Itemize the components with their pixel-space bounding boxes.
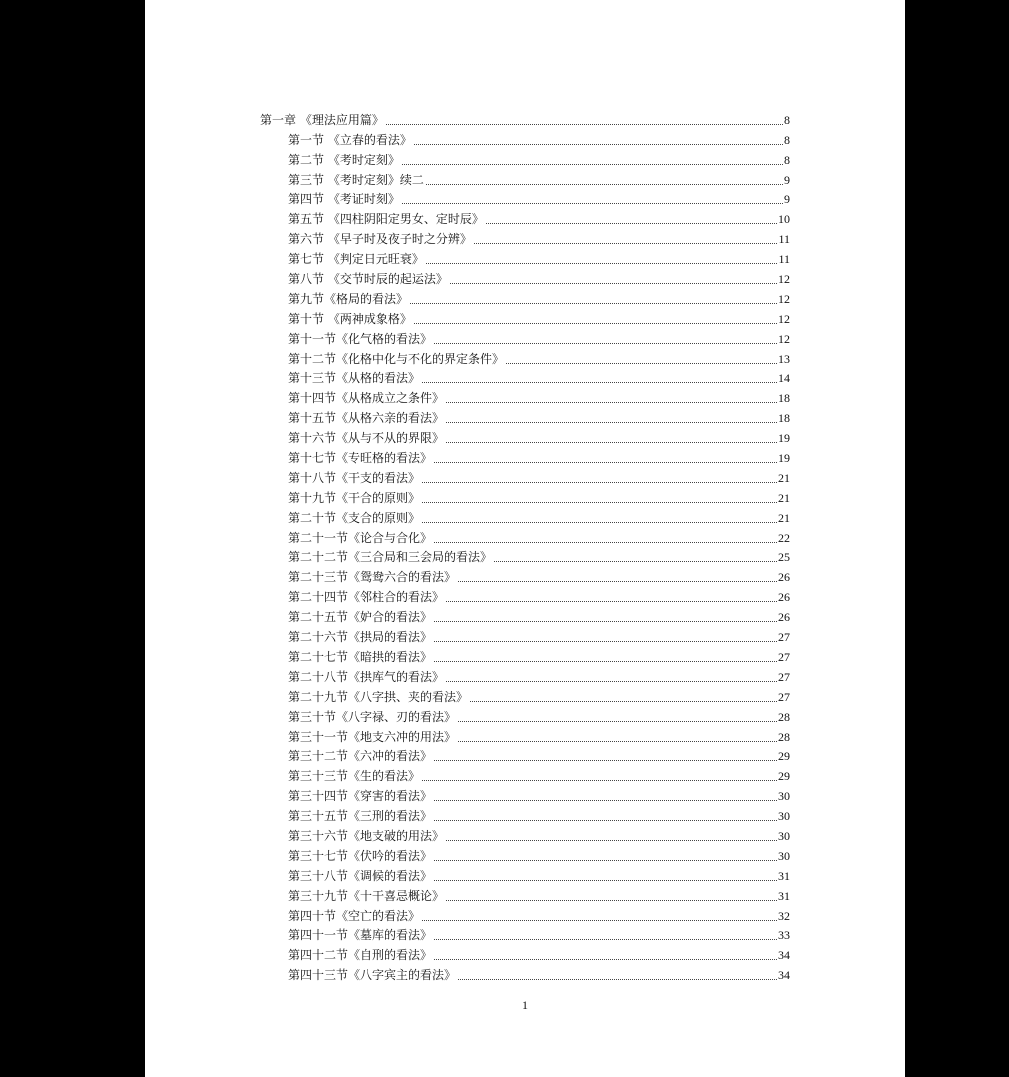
toc-entry-page: 25 bbox=[778, 550, 790, 565]
toc-section-entry[interactable] bbox=[260, 207, 790, 227]
toc-section-entry[interactable] bbox=[260, 148, 790, 168]
toc-entry-title: 第三十三节《生的看法》 bbox=[288, 769, 421, 784]
toc-dot-leader bbox=[422, 920, 777, 921]
toc-section-entry[interactable] bbox=[260, 188, 790, 208]
toc-dot-leader bbox=[422, 382, 777, 383]
toc-entry-title: 第三十九节《十干喜忌概论》 bbox=[288, 888, 445, 903]
toc-dot-leader bbox=[410, 303, 777, 304]
toc-entry-title: 第十六节《从与不从的界限》 bbox=[288, 431, 445, 446]
toc-dot-leader bbox=[446, 840, 777, 841]
toc-entry-page: 30 bbox=[778, 809, 790, 824]
toc-entry-page: 19 bbox=[778, 431, 790, 446]
toc-dot-leader bbox=[434, 621, 777, 622]
toc-dot-leader bbox=[386, 124, 783, 125]
toc-dot-leader bbox=[422, 522, 777, 523]
toc-entry-title: 第三节 《考时定刻》续二 bbox=[288, 172, 424, 187]
toc-entry-page: 22 bbox=[778, 530, 790, 545]
toc-entry-title: 第四十一节《墓库的看法》 bbox=[288, 928, 433, 943]
toc-section-entry[interactable] bbox=[260, 884, 790, 904]
toc-entry-page: 12 bbox=[778, 272, 790, 287]
toc-dot-leader bbox=[422, 502, 777, 503]
toc-entry-page: 8 bbox=[784, 152, 790, 167]
toc-entry-title: 第十一节《化气格的看法》 bbox=[288, 331, 433, 346]
toc-entry-page: 30 bbox=[778, 828, 790, 843]
toc-section-entry[interactable] bbox=[260, 844, 790, 864]
toc-entry-page: 18 bbox=[778, 411, 790, 426]
toc-dot-leader bbox=[426, 184, 783, 185]
toc-entry-title: 第十四节《从格成立之条件》 bbox=[288, 391, 445, 406]
toc-dot-leader bbox=[434, 542, 777, 543]
toc-dot-leader bbox=[426, 263, 778, 264]
toc-entry-title: 第二十节《支合的原则》 bbox=[288, 510, 421, 525]
toc-entry-page: 27 bbox=[778, 669, 790, 684]
toc-dot-leader bbox=[402, 164, 783, 165]
toc-dot-leader bbox=[458, 979, 777, 980]
toc-dot-leader bbox=[434, 800, 777, 801]
toc-dot-leader bbox=[446, 422, 777, 423]
toc-entry-page: 33 bbox=[778, 928, 790, 943]
toc-dot-leader bbox=[414, 144, 783, 145]
toc-entry-page: 26 bbox=[778, 610, 790, 625]
toc-entry-page: 19 bbox=[778, 451, 790, 466]
document-page bbox=[145, 0, 905, 1077]
toc-entry-title: 第三十五节《三刑的看法》 bbox=[288, 809, 433, 824]
toc-section-entry[interactable] bbox=[260, 168, 790, 188]
toc-section-entry[interactable] bbox=[260, 585, 790, 605]
toc-entry-title: 第四十三节《八字宾主的看法》 bbox=[288, 968, 457, 983]
toc-entry-title: 第二十九节《八字拱、夹的看法》 bbox=[288, 689, 469, 704]
toc-entry-page: 9 bbox=[784, 192, 790, 207]
toc-section-entry[interactable] bbox=[260, 764, 790, 784]
toc-entry-page: 32 bbox=[778, 908, 790, 923]
toc-dot-leader bbox=[434, 939, 777, 940]
toc-dot-leader bbox=[434, 661, 777, 662]
toc-entry-title: 第二十二节《三合局和三会局的看法》 bbox=[288, 550, 493, 565]
toc-dot-leader bbox=[446, 601, 777, 602]
toc-dot-leader bbox=[434, 641, 777, 642]
toc-entry-title: 第二十六节《拱局的看法》 bbox=[288, 630, 433, 645]
toc-section-entry[interactable] bbox=[260, 307, 790, 327]
toc-section-entry[interactable] bbox=[260, 645, 790, 665]
toc-entry-title: 第二节 《考时定刻》 bbox=[288, 152, 400, 167]
toc-dot-leader bbox=[422, 482, 777, 483]
toc-section-entry[interactable] bbox=[260, 963, 790, 983]
toc-entry-page: 11 bbox=[778, 252, 790, 267]
toc-section-entry[interactable] bbox=[260, 924, 790, 944]
toc-entry-page: 21 bbox=[778, 490, 790, 505]
toc-section-entry[interactable] bbox=[260, 784, 790, 804]
toc-entry-page: 31 bbox=[778, 888, 790, 903]
toc-entry-page: 34 bbox=[778, 968, 790, 983]
toc-entry-page: 30 bbox=[778, 848, 790, 863]
toc-entry-title: 第十二节《化格中化与不化的界定条件》 bbox=[288, 351, 505, 366]
toc-entry-page: 12 bbox=[778, 331, 790, 346]
toc-section-entry[interactable] bbox=[260, 466, 790, 486]
toc-entry-page: 11 bbox=[778, 232, 790, 247]
toc-section-entry[interactable] bbox=[260, 745, 790, 765]
toc-dot-leader bbox=[446, 900, 777, 901]
table-of-contents bbox=[260, 108, 790, 983]
toc-section-entry[interactable] bbox=[260, 287, 790, 307]
toc-entry-page: 28 bbox=[778, 729, 790, 744]
toc-entry-page: 27 bbox=[778, 630, 790, 645]
toc-dot-leader bbox=[486, 223, 777, 224]
toc-entry-title: 第二十五节《妒合的看法》 bbox=[288, 610, 433, 625]
toc-entry-title: 第三十二节《六冲的看法》 bbox=[288, 749, 433, 764]
toc-entry-title: 第十三节《从格的看法》 bbox=[288, 371, 421, 386]
toc-entry-title: 第四十二节《自刑的看法》 bbox=[288, 948, 433, 963]
toc-entry-title: 第二十四节《邻柱合的看法》 bbox=[288, 590, 445, 605]
toc-entry-page: 29 bbox=[778, 769, 790, 784]
toc-dot-leader bbox=[434, 820, 777, 821]
toc-section-entry[interactable] bbox=[260, 347, 790, 367]
toc-dot-leader bbox=[450, 283, 777, 284]
toc-entry-title: 第三十六节《地支破的用法》 bbox=[288, 828, 445, 843]
toc-section-entry[interactable] bbox=[260, 605, 790, 625]
toc-entry-title: 第六节 《早子时及夜子时之分辨》 bbox=[288, 232, 472, 247]
toc-entry-page: 29 bbox=[778, 749, 790, 764]
toc-entry-title: 第三十节《八字禄、刃的看法》 bbox=[288, 709, 457, 724]
toc-entry-title: 第三十八节《调候的看法》 bbox=[288, 868, 433, 883]
toc-section-entry[interactable] bbox=[260, 367, 790, 387]
toc-section-entry[interactable] bbox=[260, 267, 790, 287]
toc-section-entry[interactable] bbox=[260, 625, 790, 645]
toc-entry-title: 第十节 《两神成象格》 bbox=[288, 311, 412, 326]
toc-section-entry[interactable] bbox=[260, 486, 790, 506]
toc-entry-page: 13 bbox=[778, 351, 790, 366]
toc-dot-leader bbox=[458, 581, 777, 582]
toc-section-entry[interactable] bbox=[260, 904, 790, 924]
toc-dot-leader bbox=[446, 442, 777, 443]
toc-dot-leader bbox=[434, 959, 777, 960]
toc-entry-title: 第四十节《空亡的看法》 bbox=[288, 908, 421, 923]
toc-entry-title: 第二十七节《暗拱的看法》 bbox=[288, 649, 433, 664]
toc-dot-leader bbox=[434, 880, 777, 881]
toc-entry-page: 8 bbox=[784, 112, 790, 127]
toc-entry-page: 31 bbox=[778, 868, 790, 883]
toc-entry-page: 34 bbox=[778, 948, 790, 963]
toc-section-entry[interactable] bbox=[260, 327, 790, 347]
toc-chapter-entry[interactable] bbox=[260, 108, 790, 128]
toc-dot-leader bbox=[506, 363, 777, 364]
toc-entry-page: 27 bbox=[778, 649, 790, 664]
toc-entry-title: 第五节 《四柱阴阳定男女、定时辰》 bbox=[288, 212, 484, 227]
toc-entry-page: 28 bbox=[778, 709, 790, 724]
toc-section-entry[interactable] bbox=[260, 506, 790, 526]
toc-entry-page: 9 bbox=[784, 172, 790, 187]
toc-dot-leader bbox=[434, 760, 777, 761]
toc-entry-page: 26 bbox=[778, 570, 790, 585]
toc-entry-title: 第十八节《干支的看法》 bbox=[288, 470, 421, 485]
toc-dot-leader bbox=[434, 860, 777, 861]
toc-dot-leader bbox=[434, 343, 777, 344]
toc-entry-title: 第二十一节《论合与合化》 bbox=[288, 530, 433, 545]
toc-section-entry[interactable] bbox=[260, 128, 790, 148]
toc-section-entry[interactable] bbox=[260, 546, 790, 566]
toc-dot-leader bbox=[494, 561, 777, 562]
toc-entry-title: 第三十一节《地支六冲的用法》 bbox=[288, 729, 457, 744]
toc-dot-leader bbox=[474, 243, 778, 244]
toc-dot-leader bbox=[470, 701, 777, 702]
toc-section-entry[interactable] bbox=[260, 804, 790, 824]
toc-section-entry[interactable] bbox=[260, 824, 790, 844]
toc-dot-leader bbox=[402, 203, 783, 204]
toc-section-entry[interactable] bbox=[260, 247, 790, 267]
toc-entry-title: 第三十四节《穿害的看法》 bbox=[288, 789, 433, 804]
toc-section-entry[interactable] bbox=[260, 446, 790, 466]
toc-entry-title: 第一章 《理法应用篇》 bbox=[260, 112, 384, 127]
toc-dot-leader bbox=[434, 462, 777, 463]
toc-section-entry[interactable] bbox=[260, 526, 790, 546]
toc-entry-page: 10 bbox=[778, 212, 790, 227]
toc-dot-leader bbox=[414, 323, 777, 324]
toc-section-entry[interactable] bbox=[260, 426, 790, 446]
toc-entry-title: 第八节 《交节时辰的起运法》 bbox=[288, 272, 448, 287]
toc-entry-page: 27 bbox=[778, 689, 790, 704]
toc-entry-title: 第四节 《考证时刻》 bbox=[288, 192, 400, 207]
toc-section-entry[interactable] bbox=[260, 406, 790, 426]
page-number: 1 bbox=[522, 998, 528, 1012]
toc-entry-title: 第七节 《判定日元旺衰》 bbox=[288, 252, 424, 267]
toc-section-entry[interactable] bbox=[260, 864, 790, 884]
toc-entry-page: 26 bbox=[778, 590, 790, 605]
toc-entry-title: 第一节 《立春的看法》 bbox=[288, 132, 412, 147]
toc-section-entry[interactable] bbox=[260, 725, 790, 745]
toc-dot-leader bbox=[446, 681, 777, 682]
toc-section-entry[interactable] bbox=[260, 665, 790, 685]
toc-entry-page: 30 bbox=[778, 789, 790, 804]
toc-dot-leader bbox=[446, 402, 777, 403]
toc-section-entry[interactable] bbox=[260, 705, 790, 725]
toc-entry-title: 第十九节《干合的原则》 bbox=[288, 490, 421, 505]
toc-entry-title: 第十七节《专旺格的看法》 bbox=[288, 451, 433, 466]
toc-entry-page: 21 bbox=[778, 470, 790, 485]
toc-entry-page: 8 bbox=[784, 132, 790, 147]
toc-entry-page: 21 bbox=[778, 510, 790, 525]
toc-entry-title: 第九节《格局的看法》 bbox=[288, 291, 409, 306]
toc-entry-page: 18 bbox=[778, 391, 790, 406]
toc-entry-title: 第十五节《从格六亲的看法》 bbox=[288, 411, 445, 426]
toc-entry-title: 第二十三节《鸳鸯六合的看法》 bbox=[288, 570, 457, 585]
toc-section-entry[interactable] bbox=[260, 565, 790, 585]
toc-entry-page: 12 bbox=[778, 311, 790, 326]
toc-dot-leader bbox=[458, 741, 777, 742]
toc-entry-title: 第二十八节《拱库气的看法》 bbox=[288, 669, 445, 684]
toc-dot-leader bbox=[422, 780, 777, 781]
toc-section-entry[interactable] bbox=[260, 685, 790, 705]
toc-dot-leader bbox=[458, 721, 777, 722]
toc-section-entry[interactable] bbox=[260, 943, 790, 963]
toc-entry-page: 14 bbox=[778, 371, 790, 386]
toc-entry-page: 12 bbox=[778, 291, 790, 306]
toc-section-entry[interactable] bbox=[260, 227, 790, 247]
toc-section-entry[interactable] bbox=[260, 386, 790, 406]
toc-entry-title: 第三十七节《伏吟的看法》 bbox=[288, 848, 433, 863]
